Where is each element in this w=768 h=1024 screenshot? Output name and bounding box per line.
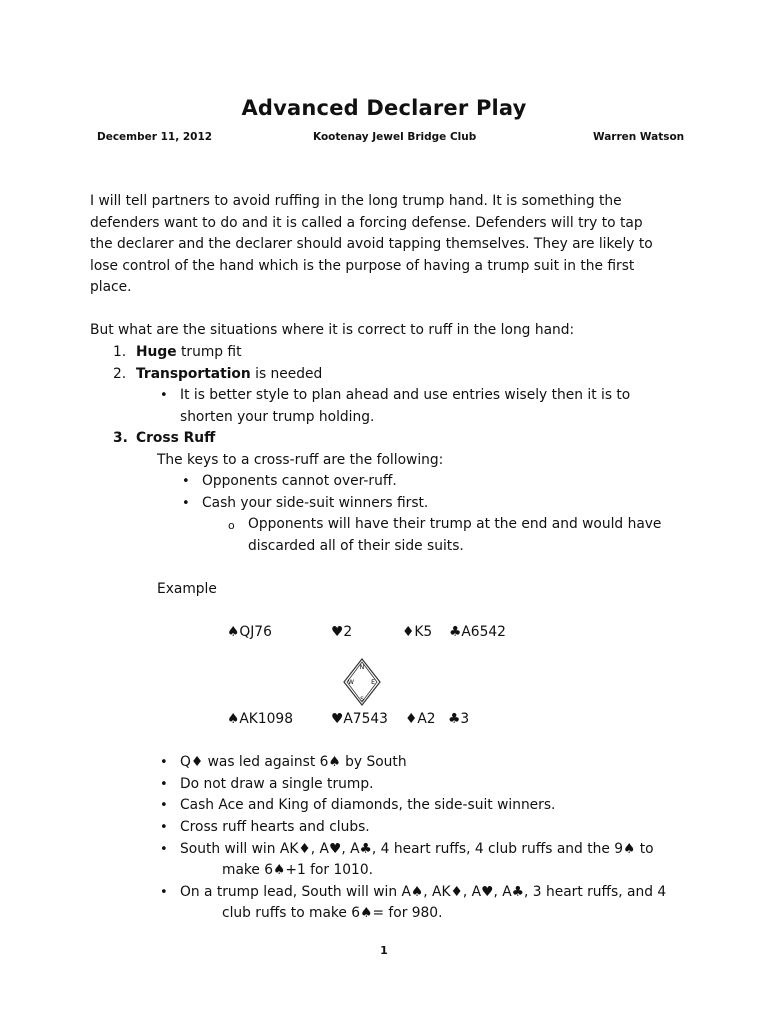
intro-line: the declarer and the declarer should avoid tapping themselves. They are likely to [90,236,653,252]
bullet-dot: • [160,798,168,813]
south-diamonds: ♦A2 [405,711,436,727]
note-line: make 6♠+1 for 1010. [222,862,373,878]
list-item-transportation [136,364,322,386]
sub-bullet-marker: o [228,519,235,532]
compass-diagram [340,656,384,708]
key-sub-line: Opponents will have their trump at the end and would have [248,516,662,532]
north-spades: ♠QJ76 [227,624,272,640]
compass-south-label: S [360,696,364,703]
list-item-bold: Cross Ruff [136,430,216,446]
note-line: club ruffs to make 6♠= for 980. [222,905,443,921]
intro-line: lose control of the hand which is the purpose of having a trump suit in the first [90,257,635,274]
bullet-dot: • [160,755,168,770]
key-item: Cash your side-suit winners first. [202,495,429,511]
north-diamonds: ♦K5 [402,624,433,640]
compass-west-label: W [348,679,354,686]
list-item-bold: Huge [136,344,177,360]
note-line: On a trump lead, South will win A♠, AK♦, A♥, A♣, 3 heart ruffs, and 4 [180,884,667,900]
list-number: 1. [113,344,127,360]
question-paragraph: But what are the situations where it is correct to ruff in the long hand: [90,322,575,338]
compass-east-label: E [371,679,375,686]
key-sub-line: discarded all of their side suits. [248,538,464,554]
south-hearts: ♥A7543 [331,711,388,727]
bullet-dot: • [182,496,190,511]
bullet-dot: • [160,885,168,900]
note-line: Q♦ was led against 6♠ by South [180,754,407,770]
north-hearts: ♥2 [331,624,353,640]
page-number: 1 [380,944,388,957]
bullet-dot: • [160,842,168,857]
note-line: South will win AK♦, A♥, A♣, 4 heart ruffs, 4 club ruffs and the 9♠ to [180,841,654,857]
bullet-dot: • [160,777,168,792]
list-item-text: is needed [250,366,323,382]
keys-intro: The keys to a cross-ruff are the following: [157,452,444,468]
intro-line: I will tell partners to avoid ruffing in the long trump hand. It is something the [90,193,622,209]
south-clubs: ♣3 [448,711,470,727]
note-line: Cash Ace and King of diamonds, the side-suit winners. [180,797,556,813]
south-spades: ♠AK1098 [227,711,293,727]
header-club: Kootenay Jewel Bridge Club [313,131,477,143]
compass-north-label: N [359,664,365,671]
page-title: Advanced Declarer Play [241,96,527,120]
note-line: Cross ruff hearts and clubs. [180,819,370,835]
list-item-huge [136,342,242,364]
intro-paragraph [90,191,690,299]
intro-line: defenders want to do and it is called a forcing defense. Defenders will try to tap [90,214,643,231]
list-sub-line: It is better style to plan ahead and use entries wisely then it is to [180,387,631,403]
list-sub-line: shorten your trump holding. [180,409,375,425]
list-item-text: trump fit [176,344,242,360]
bullet-dot: • [160,820,168,835]
key-item: Opponents cannot over-ruff. [202,473,397,489]
list-item-cross-ruff [136,428,215,450]
bullet-dot: • [160,388,168,403]
bullet-dot: • [182,474,190,489]
north-clubs: ♣A6542 [449,624,506,640]
intro-line: place. [90,279,132,295]
note-line: Do not draw a single trump. [180,776,374,792]
example-label: Example [157,581,217,597]
list-item-bold: Transportation [136,366,251,382]
list-number: 3. [113,430,128,446]
header-date: December 11, 2012 [97,131,213,143]
list-number: 2. [113,366,127,382]
header-author: Warren Watson [593,131,685,143]
